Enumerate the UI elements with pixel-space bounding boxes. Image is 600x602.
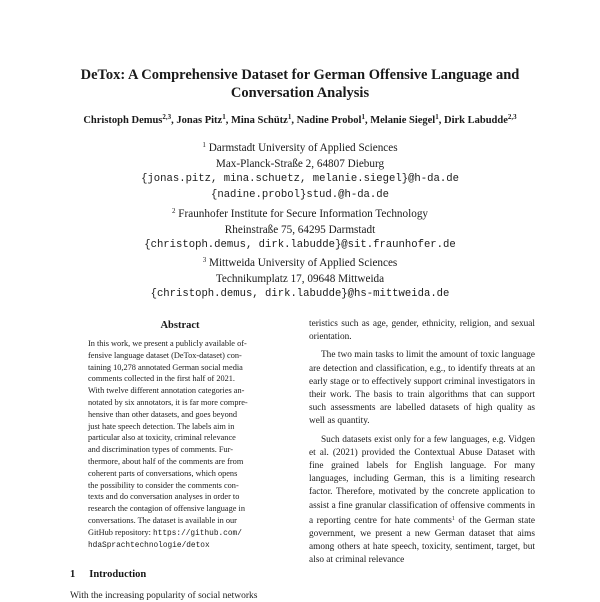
author: Christoph Demus$^{2,3}$, — [83, 113, 177, 126]
affiliation-3: $^3$ Mittweida University of Applied Sciences Technikumplatz 17, 09648 Mittweida {christoph.demus, dirk.labudde}@hs-mittweida.de — [40, 253, 560, 303]
abstract-line: texts and do conversation analyses in order to — [88, 492, 240, 502]
author: Dirk Labudde$^{2,3}$ — [443, 113, 517, 126]
abstract-line: and discrimination types of comments. Fur- — [88, 445, 234, 455]
abstract-line: hensive than other datasets, and goes beyond — [88, 409, 238, 419]
affiliation-address: Rheinstraße 75, 64295 Darmstadt — [224, 223, 376, 236]
right-column — [309, 318, 535, 573]
affiliation-1: $^1$ Darmstadt University of Applied Sciences Max-Planck-Straße 2, 64807 Dieburg {jonas.pitz, mina.schuetz, melanie.siegel}@h-da.de {nadine.probol}stud.@h-da.de — [40, 138, 560, 203]
title-line-1: DeTox: A Comprehensive Dataset for German Offensive Language and — [80, 67, 520, 83]
affiliation-email: {nadine.probol}stud.@h-da.de — [210, 188, 389, 201]
affiliation-email: {christoph.demus, dirk.labudde}@sit.fraunhofer.de — [144, 239, 456, 251]
abstract-line: particular also at toxicity, criminal relevance — [88, 433, 236, 443]
affiliation-address: Technikumplatz 17, 09648 Mittweida — [215, 272, 385, 285]
abstract-line: thermore, about half of the comments are from — [88, 456, 244, 466]
abstract-line: With twelve different annotation categories an- — [88, 386, 245, 396]
affiliation-2: $^2$ Fraunhofer Institute for Secure Information Technology Rheinstraße 75, 64295 Darmstadt {christoph.demus, dirk.labudde}@sit.fraunhofer.de — [40, 204, 560, 254]
author: Jonas Pitz$^1$, — [176, 113, 231, 126]
abstract-line: research the contagion of offensive language in — [88, 504, 245, 514]
abstract-line: notated by six annotators, it is far more compre- — [88, 397, 248, 407]
abstract-heading: Abstract — [160, 320, 200, 331]
section-title: Introduction — [89, 569, 147, 580]
abstract-line: conversations. The dataset is available in our — [88, 515, 237, 525]
affiliation-address: Max-Planck-Straße 2, 64807 Dieburg — [215, 157, 385, 170]
abstract-line: GitHub repository: https://github.com/ — [88, 527, 242, 538]
paragraph: teristics such as age, gender, ethnicity, religion, and sexual orientation. — [309, 319, 535, 343]
affiliation-name: Fraunhofer Institute for Secure Information Technology — [178, 208, 429, 220]
author: Melanie Siegel$^1$, — [370, 113, 444, 126]
abstract-line: fensive language dataset (DeTox-dataset) con- — [88, 350, 242, 360]
abstract-line: comments collected in the first half of 2021. — [88, 374, 235, 384]
author: Nadine Probol$^1$, — [296, 113, 371, 126]
paragraph: The two main tasks to limit the amount of toxic language are detection and classification, e.g., to identify threats at an early stage or to effectively support criminal investigators in their work. The basis to train algorithms that can support such assessments are labelled datasets of high quality as well as quantity. — [309, 350, 535, 427]
section-number: 1 — [70, 569, 76, 580]
abstract-line: the possibility to consider the comments con- — [88, 480, 239, 490]
abstract-line: coherent parts of conversations, which opens — [88, 468, 238, 478]
footnote-marker: 1 — [451, 515, 455, 522]
affiliation-name: Darmstadt University of Applied Sciences — [208, 142, 398, 154]
paper-title — [40, 66, 560, 102]
paragraph: Such datasets exist only for a few languages, e.g. Vidgen et al. (2021) provided the Contextual Abuse Dataset with fine grained labels for English language. For many languages, including German, this is a limiting research factor. Therefore, motivated by the concrete application to assist a fine granular classification of offensive comments in a reporting centre for hate comments$^1$ of the German state government, we present a new German dataset that aims among others at hate speech, toxicity, sentiment, target, but also at criminal relevance — [309, 434, 535, 566]
abstract-body — [88, 338, 276, 552]
abstract-line: taining 10,278 annotated German social media — [88, 362, 243, 372]
affiliation-email: {jonas.pitz, mina.schuetz, melanie.siegel}@h-da.de — [141, 173, 459, 185]
author-list — [20, 110, 580, 128]
abstract-line: just hate speech detection. The labels aim in — [88, 421, 235, 431]
author: Mina Schütz$^1$, — [230, 113, 297, 126]
intro-text: With the increasing popularity of social networks — [70, 591, 258, 601]
repo-link[interactable]: hdaSprachtechnologie/detox — [88, 541, 210, 550]
repo-link[interactable]: https://github.com/ — [153, 529, 242, 538]
affiliation-email: {christoph.demus, dirk.labudde}@hs-mittweida.de — [150, 288, 450, 300]
title-line-2: Conversation Analysis — [230, 85, 370, 101]
affiliation-name: Mittweida University of Applied Sciences — [209, 257, 398, 269]
section-heading — [70, 569, 146, 580]
abstract-line: In this work, we present a publicly available of- — [88, 339, 247, 348]
